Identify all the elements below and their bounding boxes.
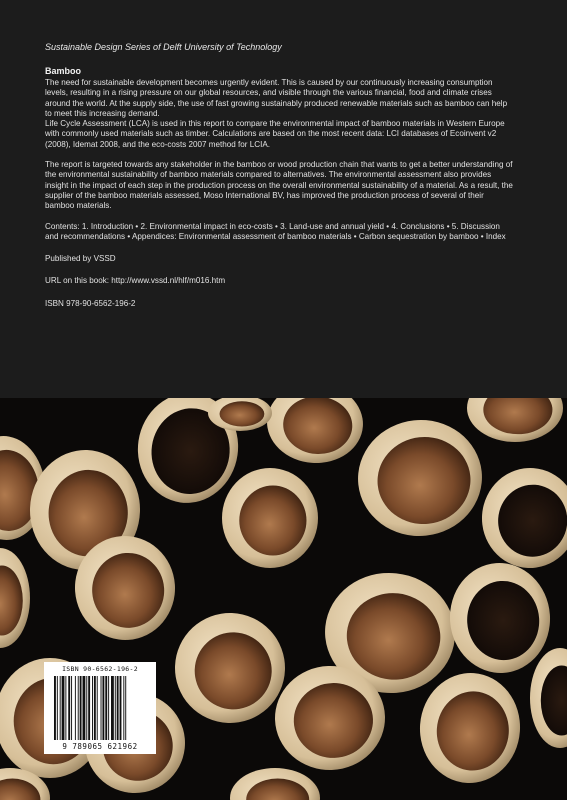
- barcode-bar: [68, 676, 70, 740]
- barcode-bar: [111, 676, 114, 740]
- barcode-bar: [88, 676, 90, 740]
- bamboo-ring: [467, 398, 563, 442]
- contents-list: Contents: 1. Introduction • 2. Environmental impact in eco-costs • 3. Land-use and annual yield • 4. Conclusions • 5. Discussion and recommendations • Appendices: Environmental assessment of bamboo materials • Carbon sequestration by bamboo • Index: [45, 221, 506, 241]
- barcode-bar: [123, 676, 124, 740]
- description-block: [45, 66, 515, 309]
- barcode-bar: [60, 676, 61, 740]
- barcode-bar: [71, 676, 72, 740]
- barcode-isbn-label: ISBN 90-6562-196-2: [62, 665, 138, 673]
- bamboo-ring: [479, 465, 567, 571]
- bamboo-ring: [173, 611, 287, 725]
- book-title: Bamboo: [45, 66, 81, 76]
- barcode-bar: [97, 676, 98, 740]
- barcode-bar: [80, 676, 82, 740]
- bamboo-ring: [352, 414, 487, 542]
- lca-paragraph: Life Cycle Assessment (LCA) is used in this report to compare the environmental impact of bamboo materials in Western Europe with commonly used materials such as timber. Calculations are based on the most recent data: LCI databases of Ecoinvent v2 (2008), Idemat 2008, and the eco-costs 2007 method for LCIA.: [45, 119, 505, 149]
- bamboo-ring: [446, 560, 553, 677]
- barcode-bar: [54, 676, 56, 740]
- url-line: URL on this book: http://www.vssd.nl/hlf/m016.htm: [45, 276, 226, 286]
- target-paragraph: The report is targeted towards any stakeholder in the bamboo or wood production chain that wants to get a better understanding of the environmental sustainability of bamboo materials compared to alternatives. The environmental assessment also provides insight in the impact of each step in the production process on the overall environmental sustainability of a material. As a result, the supplier of the bamboo materials assessed, Moso International BV, has improved the production process of several of their bamboo materials.: [45, 160, 513, 211]
- barcode-bar: [94, 676, 96, 740]
- barcode-bar: [117, 676, 119, 740]
- barcode-bar: [65, 676, 66, 740]
- bamboo-ring: [416, 670, 523, 787]
- barcode-bar: [125, 676, 126, 740]
- bamboo-ring: [222, 468, 318, 568]
- bamboo-ring: [264, 398, 365, 466]
- barcode-bar: [62, 676, 65, 740]
- barcode-bar: [102, 676, 104, 740]
- isbn-barcode: [44, 662, 156, 754]
- barcode-bar: [120, 676, 122, 740]
- barcode-bar: [83, 676, 86, 740]
- barcode-bar: [105, 676, 107, 740]
- barcode-bars: [54, 676, 146, 740]
- barcode-bar: [92, 676, 93, 740]
- barcode-bar: [57, 676, 58, 740]
- intro-paragraph: The need for sustainable development becomes urgently evident. This is caused by our continuously increasing consumption levels, resulting in a rising pressure on our global resources, and visible through the various financial, food and climate crises around the world. At the supply side, the use of fast growing sustainably produced renewable materials such as bamboo can help to meet this increasing demand.: [45, 78, 508, 118]
- series-title: Sustainable Design Series of Delft University of Technology: [45, 42, 282, 52]
- back-cover-text-panel: [0, 0, 567, 398]
- barcode-bar: [86, 676, 87, 740]
- bamboo-ring: [230, 768, 320, 800]
- barcode-bar: [115, 676, 116, 740]
- bamboo-ring: [530, 648, 567, 748]
- barcode-bar: [78, 676, 79, 740]
- barcode-bar: [75, 676, 76, 740]
- barcode-digits: 9 789065 621962: [62, 742, 138, 751]
- bamboo-ring: [0, 548, 30, 648]
- isbn-line: ISBN 978-90-6562-196-2: [45, 298, 136, 308]
- barcode-bar: [108, 676, 109, 740]
- publisher-line: Published by VSSD: [45, 254, 116, 264]
- barcode-bar: [101, 676, 102, 740]
